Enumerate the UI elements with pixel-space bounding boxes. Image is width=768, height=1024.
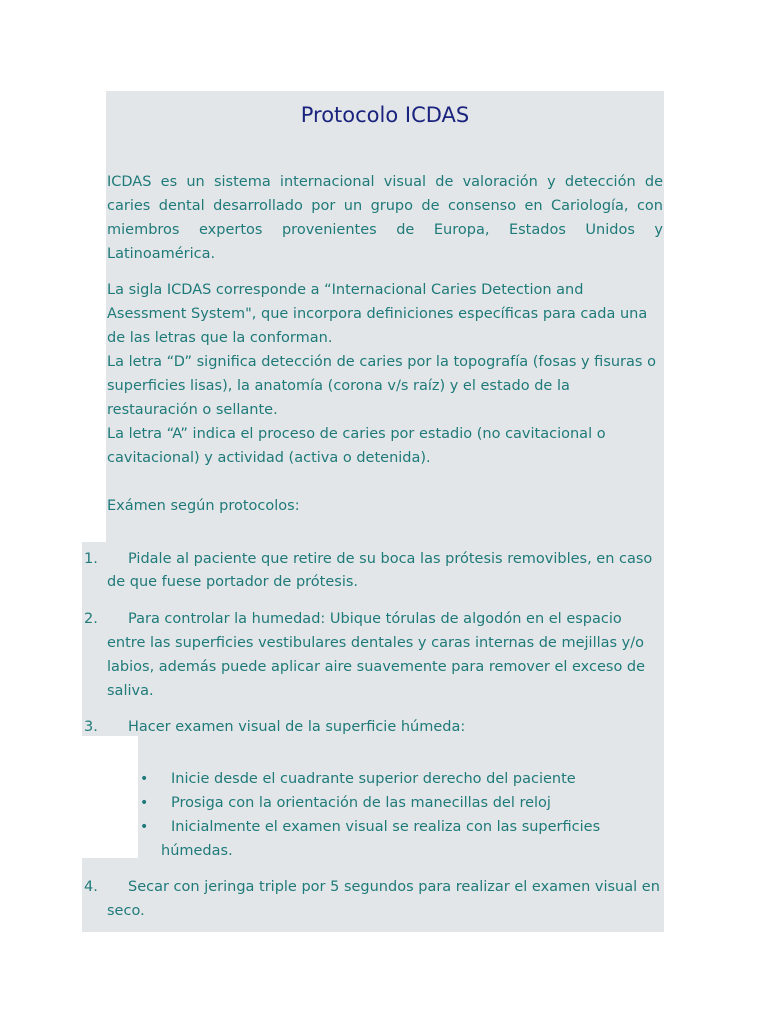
step-2-line-1: Para controlar la humedad: Ubique tórulas de algodón en el espacio bbox=[128, 611, 622, 627]
step-2-line-4: saliva. bbox=[107, 683, 154, 699]
description-line-7: La letra “A” indica el proceso de caries por estadio (no cavitacional o bbox=[107, 426, 606, 442]
description-line-6: restauración o sellante. bbox=[107, 402, 278, 418]
intro-line-3: miembros expertos provenientes de Europa, Estados Unidos y bbox=[107, 222, 663, 238]
intro-line-1: ICDAS es un sistema internacional visual de valoración y detección de bbox=[107, 174, 663, 190]
step-1-line-1: Pidale al paciente que retire de su boca las prótesis removibles, en caso bbox=[128, 551, 653, 567]
step-3-number: 3. bbox=[84, 719, 98, 735]
bullet-2-marker: • bbox=[140, 795, 149, 811]
intro-line-2: caries dental desarrollado por un grupo de consenso en Cariología, con bbox=[107, 198, 663, 214]
description-line-5: superficies lisas), la anatomía (corona v/s raíz) y el estado de la bbox=[107, 378, 570, 394]
step-4-number: 4. bbox=[84, 879, 98, 895]
step-2-number: 2. bbox=[84, 611, 98, 627]
bullet-2: Prosiga con la orientación de las manecillas del reloj bbox=[171, 795, 551, 811]
step-1-number: 1. bbox=[84, 551, 98, 567]
description-line-3: de las letras que la conforman. bbox=[107, 330, 333, 346]
step-1-line-2: de que fuese portador de prótesis. bbox=[107, 574, 359, 590]
page-title: Protocolo ICDAS bbox=[300, 103, 470, 127]
description-line-8: cavitacional) y actividad (activa o detenida). bbox=[107, 450, 431, 466]
bullet-3-continuation: húmedas. bbox=[161, 843, 233, 859]
step-4-line-1: Secar con jeringa triple por 5 segundos para realizar el examen visual en bbox=[128, 879, 660, 895]
section-heading: Exámen según protocolos: bbox=[107, 498, 300, 514]
bullet-1-marker: • bbox=[140, 771, 149, 787]
bullet-3-marker: • bbox=[140, 819, 149, 835]
description-line-4: La letra “D” significa detección de caries por la topografía (fosas y fisuras o bbox=[107, 354, 656, 370]
bullet-1: Inicie desde el cuadrante superior derecho del paciente bbox=[171, 771, 576, 787]
description-line-2: Asessment System", que incorpora definiciones específicas para cada una bbox=[107, 306, 648, 322]
step-2-line-3: labios, además puede aplicar aire suavemente para remover el exceso de bbox=[107, 659, 646, 675]
step-2-line-2: entre las superficies vestibulares dentales y caras internas de mejillas y/o bbox=[107, 635, 645, 651]
step-4-line-2: seco. bbox=[107, 903, 145, 919]
bullet-3: Inicialmente el examen visual se realiza con las superficies bbox=[171, 819, 601, 835]
step-3-line-1: Hacer examen visual de la superficie húmeda: bbox=[128, 719, 466, 735]
intro-line-4: Latinoamérica. bbox=[107, 246, 216, 262]
description-line-1: La sigla ICDAS corresponde a “Internacional Caries Detection and bbox=[107, 282, 584, 298]
